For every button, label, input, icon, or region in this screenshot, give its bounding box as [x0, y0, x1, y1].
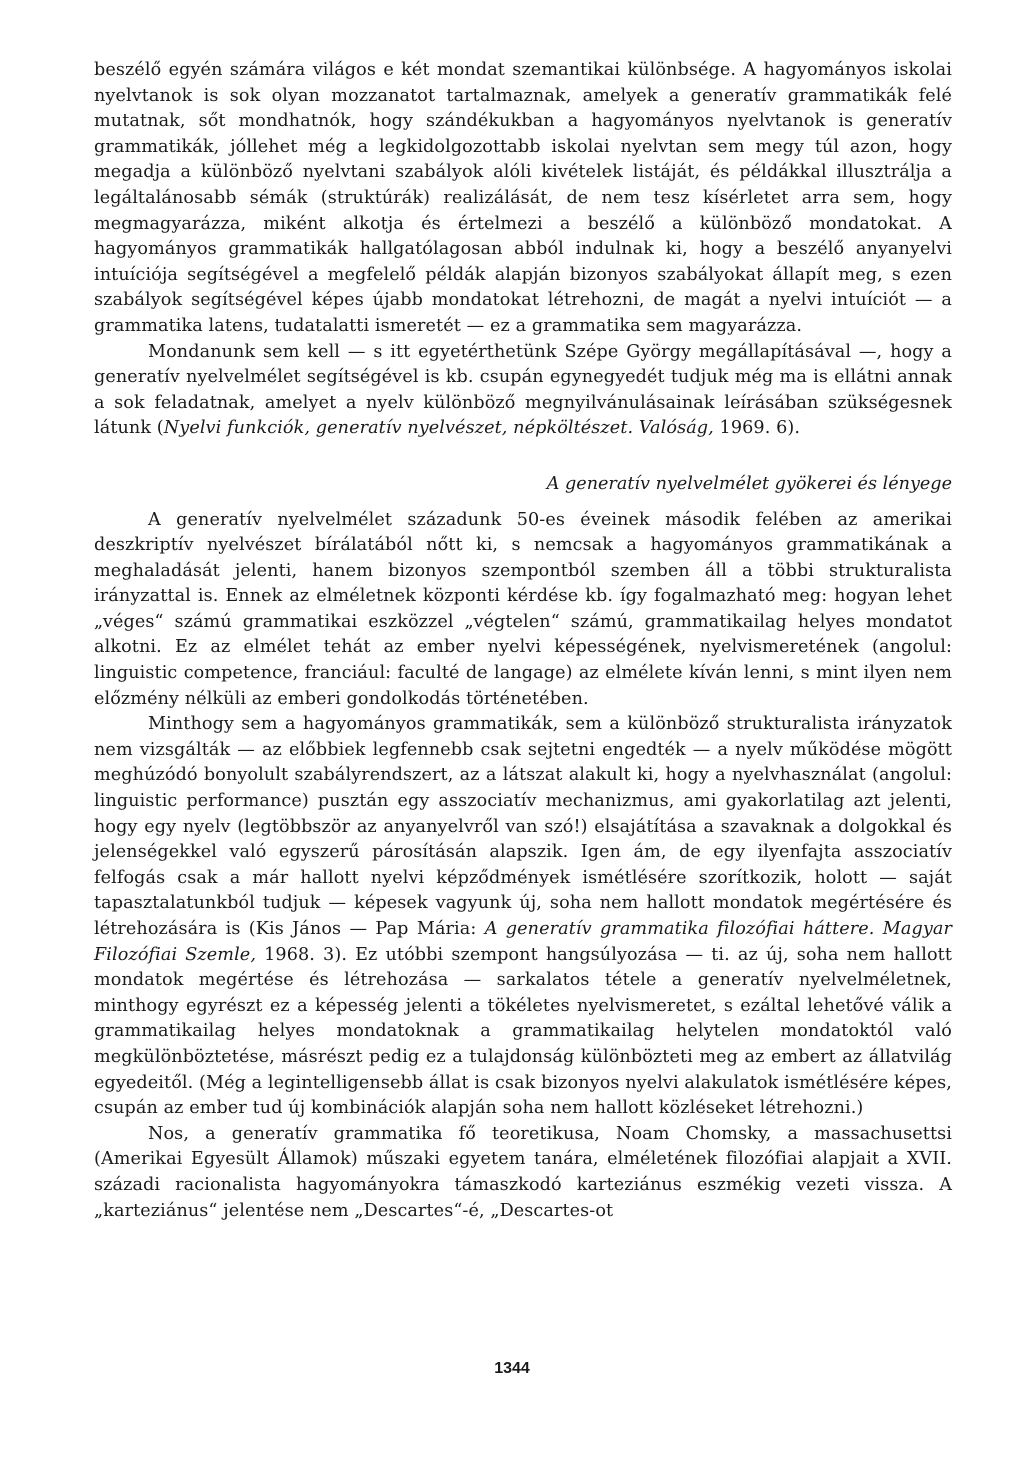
text-block-after-heading [94, 508, 952, 1225]
section-heading: A generatív nyelvelmélet gyökerei és lényege [546, 473, 952, 494]
paragraph-p2 [94, 340, 952, 442]
paragraph-p3 [94, 508, 952, 713]
page-body [94, 58, 952, 1224]
text-run: 1968. 3). Ez utóbbi szempont hangsúlyozása — ti. az új, soha nem hallott mondatok megértése és létrehozása — sarkalatos tétele a generatív nyelvelméletnek, minthogy egyrészt ez a képesség jelenti a tökéletes nyelvismeretet, s ezáltal lehetővé válik a grammatikailag helyes mondatoknak a grammatikailag helytelen mondatoktól való megkülönböztetése, másrészt pedig ez a tulajdonság különbözteti meg az embert az állatvilág egyedeitől. (Még a legintelligensebb állat is csak bizonyos nyelvi alakulatok ismétlésére képes, csupán az ember tud új kombinációk alapján soha nem hallott közléseket létrehozni.) [94, 944, 952, 1119]
text-block-before-heading [94, 58, 952, 442]
paragraph-p1 [94, 58, 952, 340]
text-run: Mondanunk sem kell — s itt egyetérthetünk Szépe György megállapításával —, hogy a generatív nyelvelmélet segítségével is kb. csupán egynegyedét tudjuk még ma is ellátni annak a sok feladatnak, amelyet a nyelv különböző megnyilvánulásainak leírásában szükségesnek látunk ( [94, 341, 952, 439]
paragraph-p4 [94, 712, 952, 1122]
paragraph-p5 [94, 1122, 952, 1224]
text-run: Minthogy sem a hagyományos grammatikák, sem a különböző strukturalista irányzatok nem vizsgálták — az előbbiek legfennebb csak sejtetni engedték — a nyelv működése mögött meghúzódó bonyolult szabályrendszert, az a látszat alakult ki, hogy a nyelvhasználat (angolul: linguistic performance) pusztán egy asszociatív mechanizmus, ami gyakorlatilag azt jelenti, hogy egy nyelv (legtöbbször az anyanyelvről van szó!) elsajátítása a szavaknak a dolgokkal és jelenségekkel való egyszerű párosításán alapszik. Igen ám, de egy ilyenfajta asszociatív felfogás csak a már hallott nyelvi képződmények ismétlésére szorítkozik, holott — saját tapasztalatunkból tudjuk — képesek vagyunk új, soha nem hallott mondatok megértésére és létrehozására is (Kis János — Pap Mária: [94, 714, 952, 939]
text-run: Nos, a generatív grammatika fő teoretikusa, Noam Chomsky, a massachusettsi (Amerikai Egyesült Államok) műszaki egyetem tanára, elméletének filozófiai alapjait a XVII. századi racionalista hagyományokra támaszkodó karteziánus eszmékig vezeti vissza. A „karteziánus“ jelentése nem „Descartes“-é, „Descartes-ot [94, 1123, 952, 1221]
text-run: 1969. 6). [713, 418, 801, 439]
text-run: beszélő egyén számára világos e két mondat szemantikai különbsége. A hagyományos iskolai nyelvtanok is sok olyan mozzanatot tartalmaznak, amelyek a generatív grammatikák felé mutatnak, sőt mondhatnók, hogy szándékukban a hagyományos nyelvtanok is generatív grammatikák, jóllehet még a legkidolgozottabb iskolai nyelvtan sem megy túl azon, hogy megadja a különböző nyelvtani szabályok alóli kivételek listáját, és példákkal illusztrálja a legáltalánosabb sémák (struktúrák) realizálását, de nem tesz kísérletet arra sem, hogy megmagyarázza, miként alkotja és értelmezi a beszélő a különböző mondatokat. A hagyományos grammatikák hallgatólagosan abból indulnak ki, hogy a beszélő anyanyelvi intuíciója segítségével a megfelelő példák alapján bizonyos szabályokat állapít meg, s ezen szabályok segítségével képes újabb mondatokat létrehozni, de magát a nyelvi intuíciót — a grammatika latens, tudatalatti ismeretét — ez a grammatika sem magyarázza. [94, 60, 952, 336]
citation-italic: Nyelvi funkciók, generatív nyelvészet, népköltészet. Valóság, [163, 418, 714, 439]
text-run: A generatív nyelvelmélet századunk 50-es éveinek második felében az amerikai deszkriptív nyelvészet bírálatából nőtt ki, s nemcsak a hagyományos grammatikának a meghaladását jelenti, hanem bizonyos szempontból szemben áll a többi strukturalista irányzattal is. Ennek az elméletnek központi kérdése kb. így fogalmazható meg: hogyan lehet „véges“ számú grammatikai eszközzel „végtelen“ számú, grammatikailag helyes mondatot alkotni. Ez az elmélet tehát az ember nyelvi képességének, nyelvismeretének (angolul: linguistic competence, franciául: faculté de langage) az elmélete kíván lenni, s mint ilyen nem előzmény nélküli az emberi gondolkodás történetében. [94, 509, 952, 709]
citation-italic: A generatív grammatika filozófiai háttere. Magyar Filozófiai Szemle, [94, 919, 952, 965]
page-number: 1344 [494, 1360, 530, 1377]
